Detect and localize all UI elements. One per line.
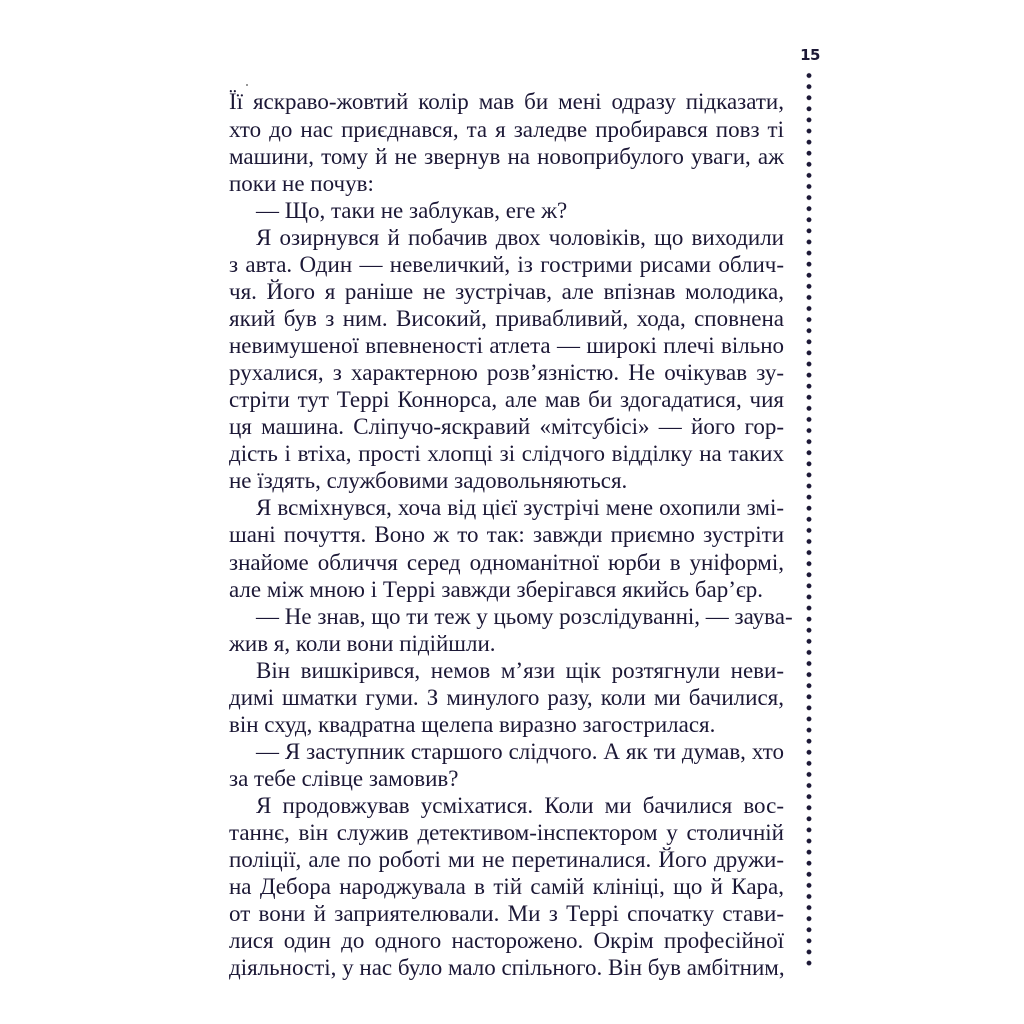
text-line: Він вишкірився, немов м’язи щік розтягнули неви- [256, 657, 784, 683]
text-line: шані почуття. Воно ж то так: завжди приємно зустріти [229, 522, 784, 548]
text-line: не їздять, службовими задовольняються. [229, 468, 628, 494]
text-line: стріти тут Террі Коннорса, але мав би здогадатися, чия [229, 387, 784, 413]
text-line: Я озирнувся й побачив двох чоловіків, що виходили [256, 224, 784, 250]
text-line: таннє, він служив детективом-інспектором у столичній [229, 820, 784, 846]
text-line: діяльності, у нас було мало спільного. Він був амбітним, [229, 955, 785, 981]
text-line: — Я заступник старшого слідчого. А як ти думав, хто [256, 738, 784, 764]
text-line: чя. Його я раніше не зустрічав, але впізнав молодика, [229, 278, 784, 304]
text-line: поліції, але по роботі ми не перетиналися. Його дружи- [229, 847, 784, 873]
text-line: дість і втіха, прості хлопці зі слідчого відділку на таких [229, 441, 784, 467]
text-line: хто до нас приєднався, та я заледве пробирався повз ті [229, 116, 784, 142]
text-line: знайоме обличчя серед одноманітної юрби в уніформі, [229, 549, 784, 575]
text-line: невимушеної впевненості атлета — широкі плечі вільно [229, 333, 784, 359]
text-line: лися один до одного насторожено. Окрім професійної [229, 928, 784, 954]
text-line: Я продовжував усміхатися. Коли ми бачилися вос- [256, 793, 784, 819]
text-line: Її яскраво-жовтий колір мав би мені одразу підказати, [229, 89, 784, 115]
print-speck [246, 84, 248, 86]
text-line: жив я, коли вони підійшли. [229, 630, 496, 656]
text-line: який був з ним. Високий, привабливий, хода, сповнена [229, 305, 784, 331]
text-line: він схуд, квадратна щелепа виразно загострилася. [229, 711, 716, 737]
text-line: на Дебора народжувала в тій самій клініці, що й Кара, [229, 874, 784, 900]
text-line: димі шматки гуми. З минулого разу, коли ми бачилися, [229, 684, 784, 710]
text-line: — Не знав, що ти теж у цьому розслідуванні, — заува- [256, 603, 793, 629]
text-line: поки не почув: [229, 170, 374, 196]
dotted-margin-rule [806, 70, 812, 970]
text-line: машини, тому й не звернув на новоприбулого уваги, аж [229, 143, 784, 169]
body-text [229, 88, 793, 981]
text-line: рухалися, з характерною розв’язністю. Не очікував зу- [229, 360, 784, 386]
text-line: з авта. Один — невеличкий, із гострими рисами облич- [229, 251, 784, 277]
text-line: — Що, таки не заблукав, еге ж? [256, 197, 568, 223]
text-line: за тебе слівце замовив? [229, 766, 459, 792]
text-line: ця машина. Сліпучо-яскравий «мітсубісі» — його гор- [229, 414, 784, 440]
page-number: 15 [800, 46, 820, 64]
text-line: але між мною і Террі завжди зберігався якийсь бар’єр. [229, 576, 764, 602]
text-line: Я всміхнувся, хоча від цієї зустрічі мене охопили змі- [256, 495, 784, 521]
text-line: от вони й заприятелювали. Ми з Террі спочатку стави- [229, 901, 784, 927]
